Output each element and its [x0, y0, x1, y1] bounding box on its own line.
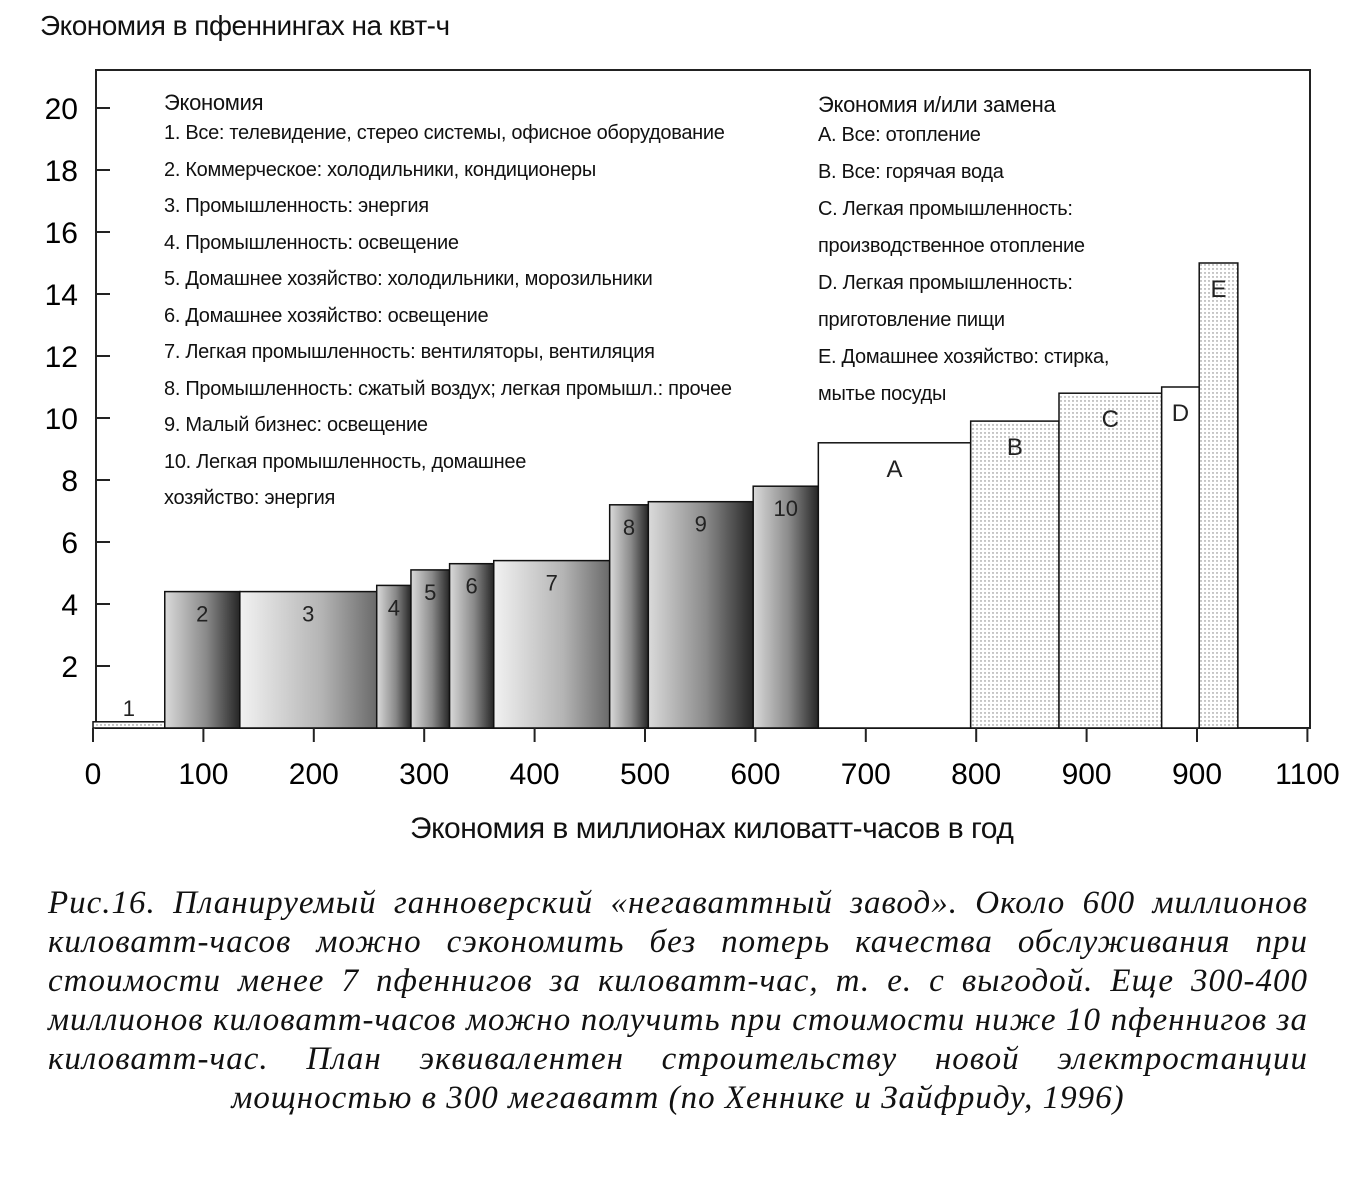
bar-label-2: 2	[196, 601, 209, 627]
x-tick-label: 500	[619, 758, 671, 791]
legend-left-item: 3. Промышленность: энергия	[164, 195, 429, 217]
x-tick-label: 300	[399, 758, 450, 791]
legend-right-item: E. Домашнее хозяйство: стирка,	[818, 346, 1110, 368]
bar-label-C: C	[1101, 406, 1120, 434]
legend-left-heading: Экономия	[164, 90, 264, 115]
bar-label-8: 8	[622, 514, 636, 540]
legend-left	[164, 90, 732, 524]
bar-1	[93, 722, 165, 728]
bar-label-6: 6	[465, 573, 478, 599]
bar-E	[1199, 263, 1238, 728]
legend-left-item: 10. Легкая промышленность, домашнее	[164, 450, 527, 473]
bar-label-9: 9	[694, 511, 707, 537]
bar-label-4: 4	[387, 595, 400, 621]
legend-left-item: 8. Промышленность: сжатый воздух; легкая промышл.: прочее	[164, 377, 732, 400]
legend-left-item: 7. Легкая промышленность: вентиляторы, вентиляция	[164, 341, 655, 363]
bar-A	[818, 443, 970, 728]
bar-label-B: B	[1006, 434, 1023, 462]
legend-right-item: мытье посуды	[818, 383, 947, 405]
legend-left-item: 9. Малый бизнес: освещение	[164, 414, 428, 436]
x-tick-label: 400	[509, 758, 560, 791]
bar-label-7: 7	[545, 570, 558, 596]
x-tick-label: 200	[288, 758, 339, 791]
legend-right-item: A. Все: отопление	[818, 124, 981, 146]
legend-right-item: B. Все: горячая вода	[818, 161, 1004, 183]
bar-label-D: D	[1171, 400, 1190, 427]
legend-left-item: 1. Все: телевидение, стерео системы, офисное оборудование	[164, 122, 725, 144]
x-tick-label: 900	[1171, 758, 1223, 791]
bar-label-E: E	[1210, 276, 1227, 303]
legend-left-item: 6. Домашнее хозяйство: освещение	[164, 304, 489, 327]
bar-label-10: 10	[773, 496, 799, 522]
bar-label-3: 3	[302, 601, 315, 627]
bar-label-5: 5	[424, 579, 437, 605]
legend-right	[818, 92, 1109, 420]
figure-caption: Рис.16. Планируемый ганноверский «негаваттный завод». Около 600 миллионов киловатт-часов можно сэкономить без потерь качества обслуживания при стоимости менее 7 пфеннигов за киловатт-час, т. е. с выгодой. Еще 300-400 миллионов киловатт-часов можно получить при стоимости ниже 10 пфеннигов за киловатт-час. План эквивалентен строительству новой электростанции мощностью в 300 мегаватт (по Хеннике и Зайфриду, 1996)	[48, 885, 1308, 1116]
legend-left-item: 2. Коммерческое: холодильники, кондиционеры	[164, 158, 596, 181]
x-tick-label: 900	[1061, 758, 1112, 791]
y-axis-title: Экономия в пфеннингах на квт-ч	[40, 10, 450, 41]
y-tick-label: 14	[44, 279, 78, 312]
y-tick-label: 16	[44, 217, 78, 250]
x-tick-label: 600	[730, 758, 781, 791]
legend-right-item: D. Легкая промышленность:	[818, 272, 1073, 294]
x-tick-label: 700	[840, 758, 891, 791]
y-tick-label: 10	[44, 403, 78, 436]
bar-D	[1162, 387, 1200, 728]
x-tick-label: 0	[84, 758, 102, 791]
y-tick-label: 2	[61, 651, 78, 684]
legend-right-heading: Экономия и/или замена	[818, 92, 1056, 117]
bar-label-1: 1	[122, 695, 136, 721]
bar-C	[1059, 393, 1162, 728]
y-tick-label: 4	[61, 589, 78, 622]
y-tick-label: 6	[61, 527, 78, 560]
y-tick-label: 8	[61, 465, 78, 498]
y-tick-label: 12	[44, 341, 78, 374]
bar-10	[753, 486, 818, 728]
x-tick-label: 800	[951, 758, 1002, 791]
x-tick-label: 100	[178, 758, 229, 791]
x-tick-label: 1100	[1275, 758, 1340, 791]
y-tick-label: 18	[44, 155, 78, 188]
bar-label-A: A	[886, 455, 903, 483]
legend-left-item: 5. Домашнее хозяйство: холодильники, морозильники	[164, 268, 653, 290]
legend-right-item: производственное отопление	[818, 235, 1085, 257]
y-tick-label: 20	[44, 93, 78, 126]
legend-right-item: приготовление пищи	[818, 309, 1005, 331]
legend-right-item: C. Легкая промышленность:	[818, 198, 1073, 220]
legend-left-item: хозяйство: энергия	[164, 487, 336, 509]
bar-B	[971, 421, 1059, 728]
legend-left-item: 4. Промышленность: освещение	[164, 231, 459, 254]
x-axis-title: Экономия в миллионах киловатт-часов в год	[410, 812, 1014, 845]
